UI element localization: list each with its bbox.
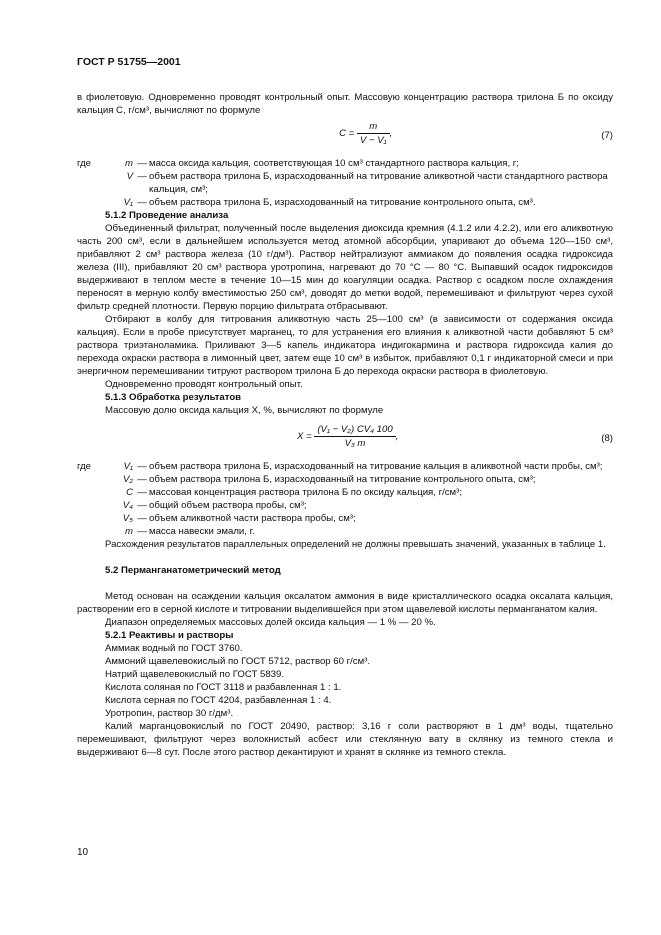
formula-7-fraction [357, 120, 390, 147]
formula-7-numerator: m [357, 120, 390, 134]
section-5-1-2-paragraph-1: Объединенный фильтрат, полученный после выделения диоксида кремния (4.1.2 или 4.2.2), или его аликвотную часть 200 см³, если в дальнейшем используется метод атомной абсорбции, упаривают до объема 120—150 см³, прибавляют 2 см³ раствора железа (10 г/дм³). Раствор нейтрализуют аммиаком до появления осадка гидроксида железа (III), прибавляют 20 см³ раствора уротропина, нагревают до 70 °С — 80 °С. Выпавший осадок гидроксидов выдерживают в теплом месте в течение 10—15 мин до коагуляции осадка. Раствор с осадком после охлаждения переносят в мерную колбу вместимостью 250 см³, доводят до метки водой, перемешивают и фильтруют через сухой фильтр средней плотности. Первую порцию фильтрата отбрасывают. [77, 223, 613, 312]
definition-symbol: V₁ [123, 461, 133, 472]
definition-text: объем аликвотной части раствора пробы, см³; [149, 513, 356, 524]
definition-text: общий объем раствора пробы, см³; [149, 500, 307, 511]
definition-row [77, 499, 613, 512]
intro-paragraph: в фиолетовую. Одновременно проводят контрольный опыт. Массовую концентрацию раствора трилона Б по оксиду кальция C, г/см³, вычисляют по формуле [77, 92, 613, 116]
definition-prefix: где [77, 158, 92, 169]
reagent-item: Натрий щавелевокислый по ГОСТ 5839. [105, 669, 284, 680]
definition-symbol: m [125, 526, 133, 537]
definition-row [77, 512, 613, 525]
definition-symbol: V₅ [122, 513, 133, 524]
definition-prefix [77, 473, 101, 486]
definition-dash: — [137, 171, 147, 182]
definition-dash: — [137, 500, 147, 511]
definition-prefix [77, 486, 101, 499]
definition-row [77, 196, 613, 209]
formula-8-lhs: X = [297, 431, 312, 443]
definition-symbol: V [126, 171, 133, 182]
definition-prefix [77, 512, 101, 525]
formula-8-denominator: V₃ m [344, 438, 366, 449]
reagent-item: Кислота соляная по ГОСТ 3118 и разбавленная 1 : 1. [105, 682, 342, 693]
formula-7-number: (7) [601, 130, 613, 141]
formula-8-numerator: (V₁ − V₂) CV₄ 100 [314, 423, 395, 437]
formula-7-lhs: C = [339, 128, 355, 140]
definition-prefix [77, 525, 101, 538]
definition-symbol: V₂ [122, 474, 133, 485]
document-page [77, 56, 613, 759]
section-5-1-3-paragraph-2: Расхождения результатов параллельных определений не должны превышать значений, указанных в таблице 1. [105, 539, 606, 550]
definition-symbol: V₁ [123, 197, 133, 208]
definition-row [77, 486, 613, 499]
definition-row [77, 473, 613, 486]
definition-text: объем раствора трилона Б, израсходованный на титрование кальция в аликвотной части пробы, см³; [149, 461, 603, 472]
formula-8-comma: , [395, 431, 399, 443]
reagent-item: Уротропин, раствор 30 г/дм³. [105, 708, 234, 719]
formula-8-definitions [77, 460, 613, 538]
definition-row [77, 460, 613, 473]
definition-dash: — [137, 158, 147, 169]
page-header: ГОСТ Р 51755—2001 [77, 56, 181, 68]
formula-8-fraction [314, 423, 395, 450]
definition-symbol: C [126, 487, 133, 498]
reagent-item-permanganate: Калий марганцовокислый по ГОСТ 20490, раствор: 3,16 г соли растворяют в 1 дм³ воды, тщательно перемешивают, фильтруют через волокнистый асбест или стеклянную вату в склянку из темного стекла и выдерживают 6—8 сут. После этого раствор декантируют и хранят в склянке из темного стекла. [77, 721, 613, 758]
section-5-1-3-title: 5.1.3 Обработка результатов [105, 392, 242, 403]
section-5-2-paragraph-1: Метод основан на осаждении кальция оксалатом аммония в виде кристаллического осадка оксалата кальция, растворении его в серной кислоте и титровании выделившейся при этом щавелевой кислоты перманганатом калия. [77, 591, 613, 615]
formula-8 [77, 423, 613, 457]
definition-dash: — [137, 474, 147, 485]
reagent-item: Аммиак водный по ГОСТ 3760. [105, 643, 243, 654]
section-5-1-3-paragraph-1: Массовую долю оксида кальция X, %, вычисляют по формуле [105, 405, 384, 416]
reagent-item: Аммоний щавелевокислый по ГОСТ 5712, раствор 60 г/см³. [105, 656, 371, 667]
definition-prefix [77, 196, 101, 209]
definition-row [77, 170, 613, 196]
definition-symbol: m [125, 158, 133, 169]
formula-7-denominator: V − V₁ [359, 135, 387, 146]
section-5-1-2-title: 5.1.2 Проведение анализа [105, 210, 229, 221]
definition-dash: — [137, 487, 147, 498]
page-number: 10 [77, 847, 89, 858]
definition-text: объем раствора трилона Б, израсходованный на титрование контрольного опыта, см³. [149, 197, 536, 208]
section-5-2-title: 5.2 Перманганатометрический метод [105, 565, 281, 576]
section-5-1-2-paragraph-3: Одновременно проводят контрольный опыт. [105, 379, 303, 390]
definition-text: масса навески эмали, г. [149, 526, 255, 537]
definition-dash: — [137, 197, 147, 208]
section-5-1-2-paragraph-2: Отбирают в колбу для титрования аликвотную часть 25—100 см³ (в зависимости от содержания оксида кальция). Если в пробе присутствует марганец, то для устранения его влияния к аликвотной части добавляют 5 см³ раствора триэтаноламика. Приливают 3—5 капель индикатора индигокармина и раствора гидроксида калия до перехода окраски раствора в лимонный цвет, затем еще 10 см³ в избыток, прибавляют 0,1 г индикаторной смеси и при энергичном перемешивании титруют раствором трилона Б до перехода окраски раствора в фиолетовую. [77, 314, 613, 377]
definition-row [77, 525, 613, 538]
section-5-2-1-title: 5.2.1 Реактивы и растворы [105, 630, 234, 641]
definition-symbol: V₄ [122, 500, 133, 511]
definition-row [77, 157, 613, 170]
definition-text: объем раствора трилона Б, израсходованный на титрование аликвотной части стандартного раствора кальция, см³; [149, 171, 608, 195]
formula-7-comma: , [389, 128, 393, 140]
formula-8-number: (8) [601, 433, 613, 444]
definition-dash: — [137, 461, 147, 472]
definition-prefix [77, 170, 101, 196]
definition-text: масса оксида кальция, соответствующая 10 см³ стандартного раствора кальция, г; [149, 158, 519, 169]
definition-text: массовая концентрация раствора трилона Б по оксиду кальция, г/см³; [149, 487, 462, 498]
definition-text: объем раствора трилона Б, израсходованный на титрование контрольного опыта, см³; [149, 474, 536, 485]
definition-prefix: где [77, 461, 92, 472]
section-5-2-paragraph-2: Диапазон определяемых массовых долей оксида кальция — 1 % — 20 %. [105, 617, 436, 628]
definition-dash: — [137, 513, 147, 524]
formula-7 [77, 120, 613, 154]
definition-prefix [77, 499, 101, 512]
formula-7-definitions [77, 157, 613, 209]
definition-dash: — [137, 526, 147, 537]
reagent-item: Кислота серная по ГОСТ 4204, разбавленная 1 : 4. [105, 695, 332, 706]
